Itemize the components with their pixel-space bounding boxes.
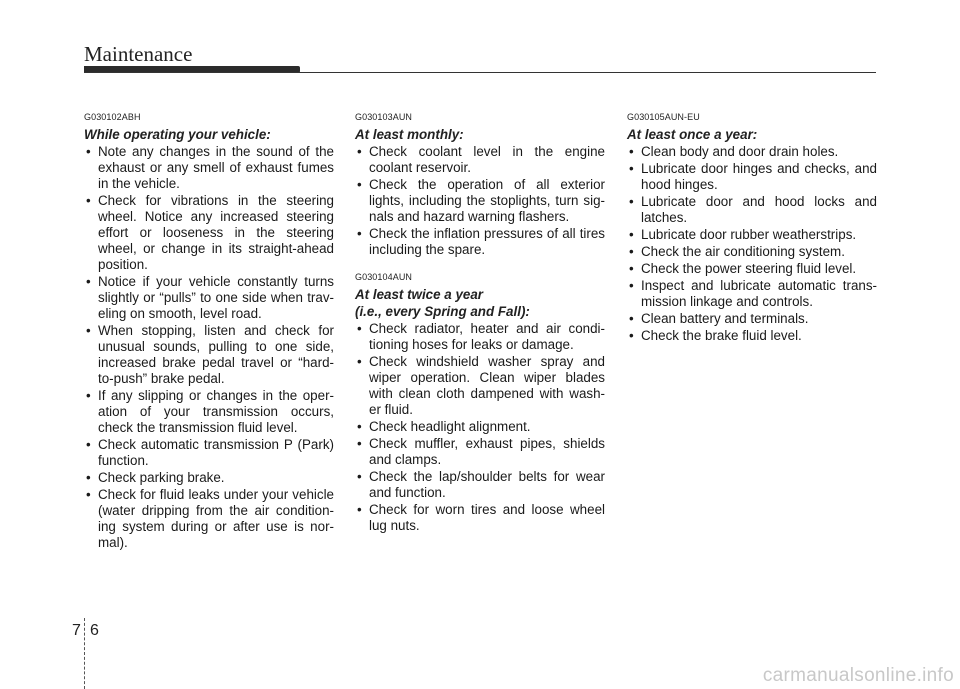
list-item: • Check muffler, exhaust pipes, shields and clamps.	[355, 436, 605, 468]
list-item: • Check windshield washer spray and wiper operation. Clean wiper blades with clean cloth dampened with wash-er fluid.	[355, 354, 605, 418]
list-item: • Clean battery and terminals.	[627, 311, 877, 327]
list-item: • Check the brake fluid level.	[627, 328, 877, 344]
list-item: • Note any changes in the sound of the exhaust or any smell of exhaust fumes in the vehicle.	[84, 144, 334, 192]
checklist	[355, 144, 605, 258]
list-item: • Check the inflation pressures of all tires including the spare.	[355, 226, 605, 258]
list-item: • Check the operation of all exterior lights, including the stoplights, turn sig-nals and hazard warning flashers.	[355, 177, 605, 225]
header-rule	[84, 72, 876, 73]
list-item: • Check coolant level in the engine coolant reservoir.	[355, 144, 605, 176]
section-code: G030105AUN-EU	[627, 112, 700, 122]
list-item: • Check for fluid leaks under your vehicle (water dripping from the air condition-ing system during or after use is nor-mal).	[84, 487, 334, 551]
list-item: • Check automatic transmission P (Park) function.	[84, 437, 334, 469]
list-item: • Clean body and door drain holes.	[627, 144, 877, 160]
list-item: • Lubricate door and hood locks and latches.	[627, 194, 877, 226]
section-once-a-year	[627, 112, 877, 344]
list-item: • Check parking brake.	[84, 470, 334, 486]
list-item: • Check the power steering fluid level.	[627, 261, 877, 277]
list-item: • Lubricate door rubber weatherstrips.	[627, 227, 877, 243]
list-item: • Lubricate door hinges and checks, and hood hinges.	[627, 161, 877, 193]
list-item: • When stopping, listen and check for unusual sounds, pulling to one side, increased brake pedal travel or “hard-to-push” brake pedal.	[84, 323, 334, 387]
section-heading-line1: At least twice a year	[355, 287, 484, 302]
list-item: • Check for vibrations in the steering wheel. Notice any increased steering effort or looseness in the steering wheel, or change in its straight-ahead position.	[84, 193, 334, 273]
page-number: 6	[90, 622, 99, 639]
list-item: • If any slipping or changes in the oper-ation of your transmission occurs, check the transmission fluid level.	[84, 388, 334, 436]
chapter-number: 7	[72, 622, 81, 639]
list-item: • Notice if your vehicle constantly turns slightly or “pulls” to one side when trav-eling on smooth, level road.	[84, 274, 334, 322]
column-3	[627, 112, 877, 358]
checklist	[84, 144, 334, 551]
section-heading: At least once a year:	[627, 127, 758, 142]
section-code: G030102ABH	[84, 112, 141, 122]
section-heading: At least monthly:	[355, 127, 464, 142]
list-item: • Inspect and lubricate automatic trans-mission linkage and controls.	[627, 278, 877, 310]
page-header-title: Maintenance	[84, 42, 193, 66]
section-monthly	[355, 112, 605, 258]
watermark-text: carmanualsonline.info	[762, 665, 954, 686]
list-item: • Check radiator, heater and air condi-tioning hoses for leaks or damage.	[355, 321, 605, 353]
section-heading: While operating your vehicle:	[84, 127, 271, 142]
list-item: • Check the air conditioning system.	[627, 244, 877, 260]
list-item: • Check for worn tires and loose wheel lug nuts.	[355, 502, 605, 534]
section-code: G030104AUN	[355, 272, 413, 282]
section-code: G030103AUN	[355, 112, 413, 122]
list-item: • Check the lap/shoulder belts for wear and function.	[355, 469, 605, 501]
page-number-divider	[84, 618, 85, 689]
section-twice-a-year	[355, 272, 605, 534]
column-1	[84, 112, 334, 565]
column-2	[355, 112, 605, 548]
section-while-operating	[84, 112, 334, 551]
checklist	[355, 321, 605, 534]
list-item: • Check headlight alignment.	[355, 419, 605, 435]
checklist	[627, 144, 877, 344]
section-heading-line2: (i.e., every Spring and Fall):	[355, 304, 530, 319]
